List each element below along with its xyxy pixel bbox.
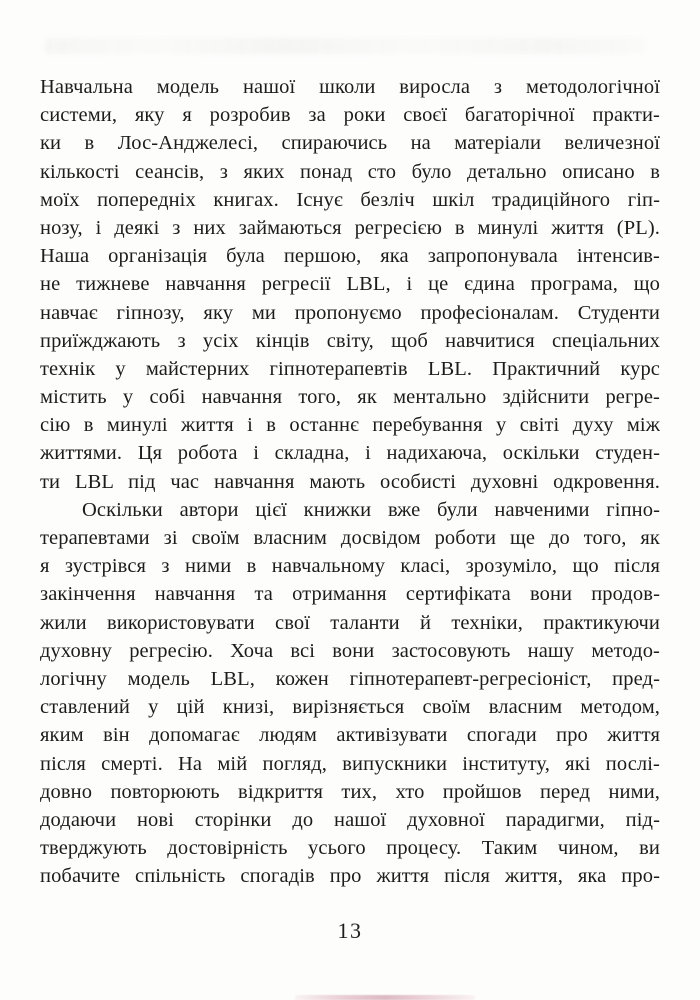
text-line: ки в Лос-Анджелесі, спираючись на матеріали величезної — [40, 132, 660, 155]
text-line: закінчення навчання та отримання сертифіката вони продов- — [40, 583, 660, 606]
text-line: побачите спільність спогадів про життя після життя, яка про- — [40, 865, 660, 888]
text-line: духовну регресію. Хоча всі вони застосовують нашу методо- — [40, 639, 660, 662]
text-line: навчає гіпнозу, яку ми пропонуємо професіоналам. Студенти — [40, 301, 660, 324]
text-line: Оскільки автори цієї книжки вже були навченими гіпно- — [82, 498, 660, 521]
text-line: ставлений у цій книзі, вирізняється своїм власним методом, — [40, 696, 660, 719]
paragraph — [40, 73, 660, 496]
text-line: я зустрівся з ними в навчальному класі, зрозуміло, що після — [40, 555, 660, 578]
text-line: довно повторюють відкриття тих, хто пройшов перед ними, — [40, 780, 660, 803]
scan-artifact — [295, 995, 475, 1000]
text-line: жили використовувати свої таланти й техніки, практикуючи — [40, 611, 660, 634]
text-line: системи, яку я розробив за роки своєї багаторічної практи- — [40, 104, 660, 127]
text-line: яким він допомагає людям активізувати спогади про життя — [40, 724, 660, 747]
text-line: приїжджають з усіх кінців світу, щоб навчитися спеціальних — [40, 329, 660, 352]
text-line: Навчальна модель нашої школи виросла з методологічної — [40, 76, 660, 98]
text-line: кількості сеансів, з яких понад сто було детально описано в — [40, 160, 660, 183]
text-line: ти LBL під час навчання мають особисті духовні одкровення. — [40, 470, 660, 493]
paragraph — [40, 496, 660, 891]
text-line: тверджують достовірність усього процесу. Таким чином, ви — [40, 837, 660, 860]
text-line: логічну модель LBL, кожен гіпнотерапевт-регресіоніст, пред- — [40, 667, 660, 690]
text-line: технік у майстерних гіпнотерапевтів LBL. Практичний курс — [40, 357, 660, 380]
text-line: Наша організація була першою, яка запропонувала інтенсив- — [40, 245, 660, 268]
text-line: не тижневе навчання регресії LBL, і це єдина програма, що — [40, 273, 660, 296]
text-line: містить у собі навчання того, як ментально здійснити регре- — [40, 386, 660, 409]
page-number: 13 — [337, 918, 363, 943]
text-line: нозу, і деякі з них займаються регресією в минулі життя (PL). — [40, 216, 660, 239]
page-showthrough-smudge — [45, 38, 645, 54]
text-line: додаючи нові сторінки до нашої духовної парадигми, під- — [40, 808, 660, 831]
text-line: моїх попередніх книгах. Існує безліч шкіл традиційного гіп- — [40, 188, 660, 211]
text-block — [40, 73, 660, 890]
text-line: терапевтами зі своїм власним досвідом роботи ще до того, як — [40, 527, 660, 549]
text-line: сію в минулі життя і в останнє перебування у світі духу між — [40, 414, 660, 437]
text-line: після смерті. На мій погляд, випускники інституту, які послі- — [40, 752, 660, 775]
text-line: життями. Ця робота і складна, і надихаюча, оскільки студен- — [40, 442, 660, 465]
